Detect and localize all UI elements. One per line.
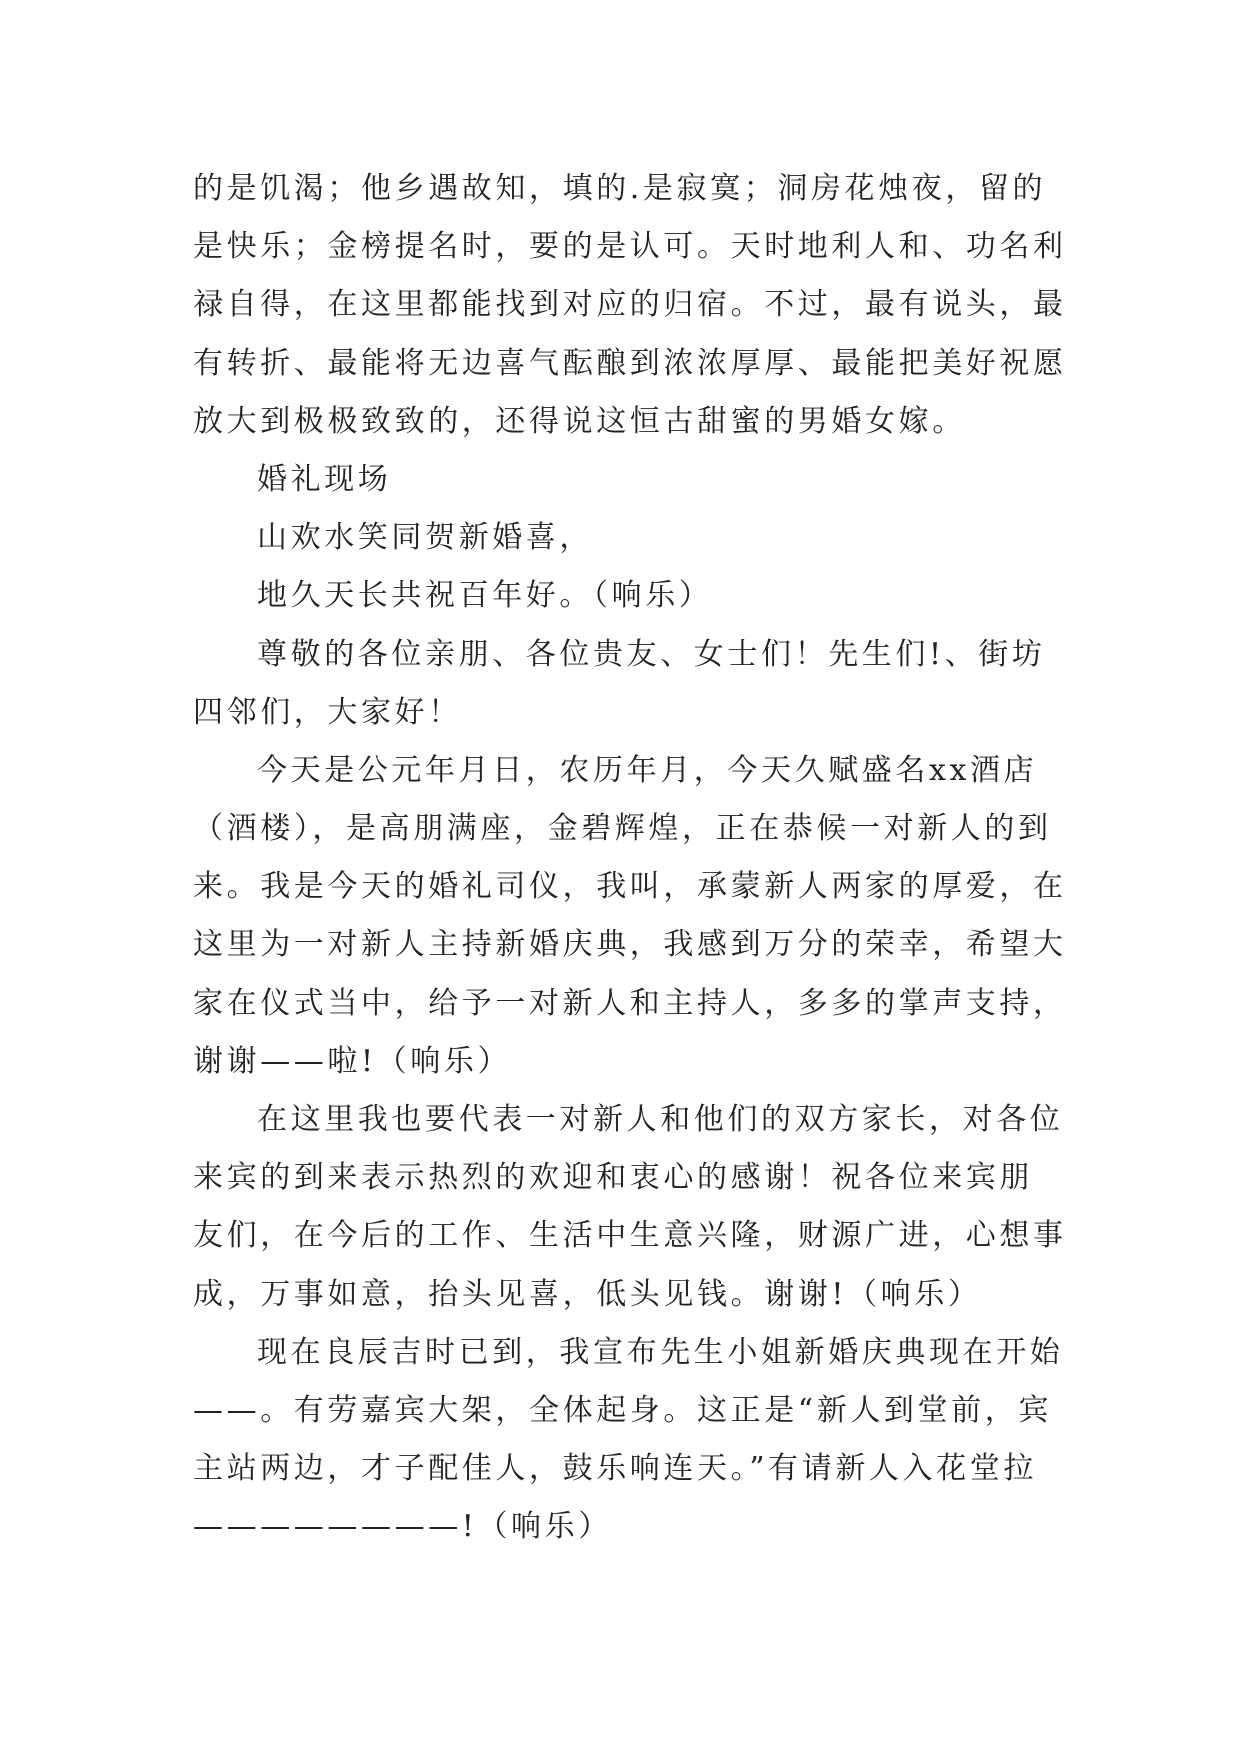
section-heading: 婚礼现场 xyxy=(257,461,392,497)
text-line: 的是饥渴；他乡遇故知，填的.是寂寞；洞房花烛夜，留的 xyxy=(193,171,1047,206)
text-line: （酒楼），是高朋满座，金碧辉煌，正在恭候一对新人的到 xyxy=(193,811,1052,847)
couplet-line: 山欢水笑同贺新婚喜， xyxy=(257,520,593,556)
text-line: 放大到极极致致的，还得说这恒古甜蜜的男婚女嫁。 xyxy=(193,403,966,439)
text-line: 四邻们，大家好！ xyxy=(193,694,462,730)
text-line: 来宾的到来表示热烈的欢迎和衷心的感谢！祝各位来宾朋 xyxy=(193,1160,1033,1196)
text-line: ——。有劳嘉宾大架，全体起身。这正是“新人到堂前，宾 xyxy=(193,1392,1052,1428)
text-line: ————————!（响乐） xyxy=(193,1509,612,1545)
text-line: 主站两边，才子配佳人，鼓乐响连天。”有请新人入花堂拉 xyxy=(193,1451,1037,1487)
text-line: 这里为一对新人主持新婚庆典，我感到万分的荣幸，希望大 xyxy=(193,927,1067,963)
text-line: 来。我是今天的婚礼司仪，我叫，承蒙新人两家的厚爱，在 xyxy=(193,869,1067,905)
text-line: 友们，在今后的工作、生活中生意兴隆，财源广进，心想事 xyxy=(193,1218,1067,1254)
text-line: 是快乐；金榜提名时，要的是认可。天时地利人和、功名利 xyxy=(193,229,1067,265)
text-line: 成，万事如意，抬头见喜，低头见钱。谢谢!（响乐） xyxy=(193,1276,982,1312)
paragraph-start: 尊敬的各位亲朋、各位贵友、女士们！先生们!、街坊 xyxy=(257,636,1046,672)
document-body xyxy=(193,160,1067,1557)
text-line: 谢谢——啦!（响乐） xyxy=(193,1043,512,1079)
text-line: 家在仪式当中，给予一对新人和主持人，多多的掌声支持， xyxy=(193,985,1067,1021)
text-line: 禄自得，在这里都能找到对应的归宿。不过，最有说头，最 xyxy=(193,287,1067,323)
paragraph-start: 现在良辰吉时已到，我宣布先生小姐新婚庆典现在开始 xyxy=(257,1334,1064,1370)
text-line: 有转折、最能将无边喜气酝酿到浓浓厚厚、最能把美好祝愿 xyxy=(193,345,1067,381)
paragraph-start: 在这里我也要代表一对新人和他们的双方家长，对各位 xyxy=(257,1102,1064,1137)
paragraph-start: 今天是公元年月日，农历年月，今天久赋盛名xx酒店 xyxy=(257,752,1038,788)
couplet-line: 地久天长共祝百年好。（响乐） xyxy=(257,578,713,614)
